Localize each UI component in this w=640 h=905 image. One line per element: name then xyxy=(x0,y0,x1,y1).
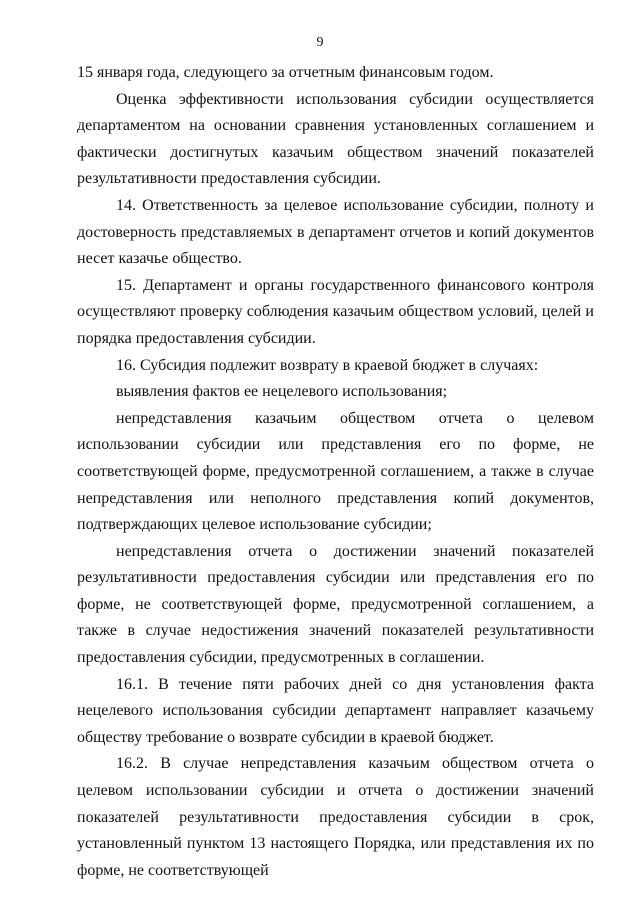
paragraph-case-no-results-report: непредставления отчета о достижении значений показателей результативности предоставления субсидии или представления его по форме, не соответствующей форме, предусмотренной соглашением, а также в случае недостижения значений показателей результативности предоставления субсидии, предусмотренных в соглашении. xyxy=(77,542,594,667)
paragraph-efficiency-evaluation: Оценка эффективности использования субсидии осуществляется департаментом на основании сравнения установленных соглашением и фактически достигнутых казачьим обществом значений показателей результативности предоставления субсидии. xyxy=(77,90,594,188)
paragraph-15-control: 15. Департамент и органы государственного финансового контроля осуществляют проверку соблюдения казачьим обществом условий, целей и порядка предоставления субсидии. xyxy=(77,276,594,347)
page-number: 9 xyxy=(316,35,324,50)
paragraph-14-responsibility: 14. Ответственность за целевое использование субсидии, полноту и достоверность представляемых в департамент отчетов и копий документов несет казачье общество. xyxy=(77,196,594,268)
paragraph-16-refund-cases: 16. Субсидия подлежит возврату в краевой бюджет в случаях: xyxy=(116,356,539,374)
paragraph-case-no-usage-report: непредставления казачьим обществом отчета о целевом использовании субсидии или представления его по форме, не соответствующей форме, предусмотренной соглашением, а также в случае непредставления или неполного представления копий документов, подтверждающих целевое использование субсидии; xyxy=(77,409,594,534)
document-body xyxy=(77,60,594,884)
paragraph-deadline-continuation: 15 января года, следующего за отчетным финансовым годом. xyxy=(77,64,494,81)
paragraph-case-misuse: выявления фактов ее нецелевого использования; xyxy=(116,383,448,401)
paragraph-16-1-refund-demand: 16.1. В течение пяти рабочих дней со дня установления факта нецелевого использования субсидии департамент направляет казачьему обществу требование о возврате субсидии в краевой бюджет. xyxy=(77,675,594,746)
paragraph-16-2-report-failure: 16.2. В случае непредставления казачьим обществом отчета о целевом использовании субсидии и отчета о достижении значений показателей результативности предоставления субсидии в срок, установленный пунктом 13 настоящего Порядка, или представления их по форме, не соответствующей xyxy=(77,755,594,879)
